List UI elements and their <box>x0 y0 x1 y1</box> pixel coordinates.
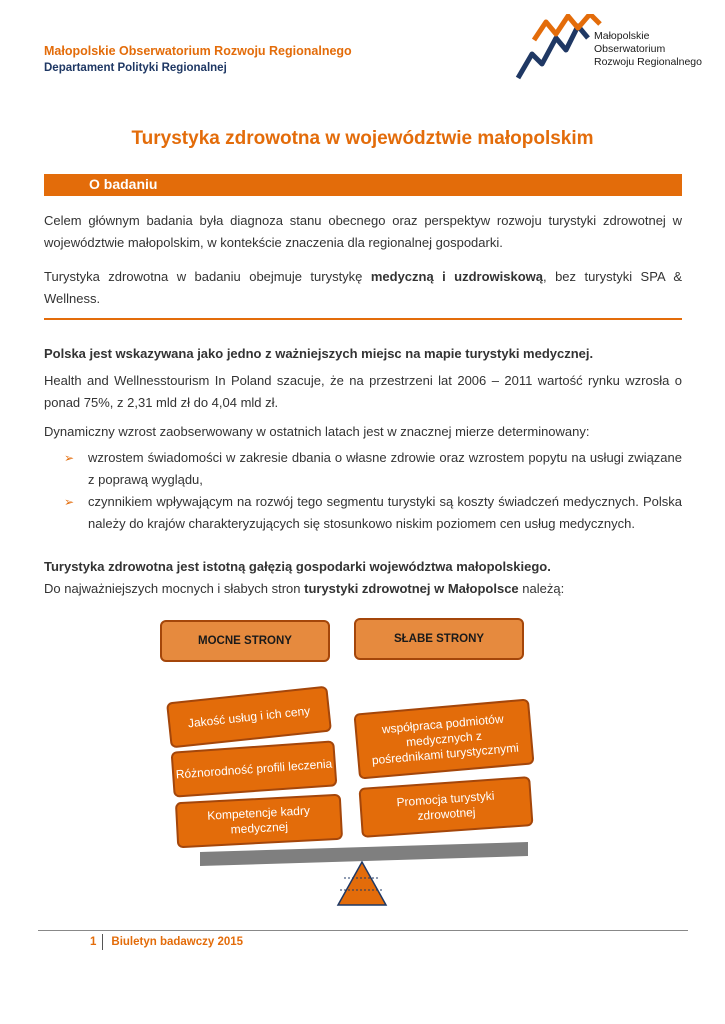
body-p5-bold: turystyki zdrowotnej w Małopolsce <box>304 581 519 596</box>
bullet-text-1: wzrostem świadomości w zakresie dbania o własne zdrowie oraz wzrostem popytu na usługi związane z poprawą wyglądu, <box>88 450 682 487</box>
arrow-bullet-icon: ➢ <box>64 495 75 509</box>
logo-line-1: Małopolskie <box>594 30 650 42</box>
body-heading-1: Polska jest wskazywana jako jedno z ważniejszych miejsc na mapie turystyki medycznej. <box>44 346 594 361</box>
footer-rule <box>38 930 688 931</box>
body-p5-c: należą: <box>518 581 565 596</box>
footer-separator <box>102 934 103 950</box>
weak-header: SŁABE STRONY <box>393 632 485 645</box>
intro-p2-c: , bez turystyki SPA & Wellness. <box>44 269 682 306</box>
logo-line-2: Obserwatorium <box>594 43 666 55</box>
page-title: Turystyka zdrowotna w województwie małopolskim <box>131 128 594 149</box>
intro-p2-a: Turystyka zdrowotna w badaniu obejmuje turystykę <box>44 269 371 284</box>
body-p5-a: Do najważniejszych mocnych i słabych stron <box>44 581 305 596</box>
section-bar <box>44 174 682 196</box>
footer <box>90 934 243 950</box>
section-title: O badaniu <box>89 176 158 192</box>
logo-text <box>594 30 702 69</box>
footer-label: Biuletyn badawczy 2015 <box>111 936 244 949</box>
scale-diagram <box>0 610 725 910</box>
scale-fulcrum-icon <box>0 610 725 910</box>
bullet-list <box>44 447 682 535</box>
arrow-bullet-icon: ➢ <box>64 451 75 465</box>
body-heading-2: Turystyka zdrowotna jest istotną gałęzią gospodarki województwa małopolskiego. <box>44 559 551 574</box>
strong-item-3-text: Kompetencje kadry medycznej <box>206 803 311 837</box>
strong-item-2-text: Różnorodność profili leczenia <box>175 756 333 781</box>
body-paragraph-5 <box>44 578 682 600</box>
bullet-text-2: czynnikiem wpływającym na rozwój tego segmentu turystyki są koszty świadczeń medycznych. Polska należy do krajów charakteryzujących się stosunkowo niskim poziomem cen usług medycznych. <box>88 494 682 531</box>
list-item <box>44 447 682 491</box>
section-divider <box>44 318 682 320</box>
header-org: Małopolskie Obserwatorium Rozwoju Regionalnego <box>44 44 352 58</box>
list-item <box>44 491 682 535</box>
strong-item-1-text: Jakość usług i ich ceny <box>187 703 311 730</box>
body-paragraph-3: Health and Wellnesstourism In Poland szacuje, że na przestrzeni lat 2006 – 2011 wartość rynku wzrosła o ponad 75%, z 2,31 mld zł do 4,04 mld zł. <box>44 373 682 410</box>
strong-header: MOCNE STRONY <box>198 634 292 647</box>
body-paragraph-4: Dynamiczny wzrost zaobserwowany w ostatnich latach jest w znacznej mierze determinowany: <box>44 424 590 439</box>
intro-p2-bold: medyczną i uzdrowiskową <box>370 269 544 284</box>
page-number: 1 <box>90 936 97 949</box>
intro-paragraph-2 <box>44 266 682 310</box>
logo-line-3: Rozwoju Regionalnego <box>594 56 702 68</box>
header-dept: Departament Polityki Regionalnej <box>44 62 227 74</box>
weak-item-2-text: Promocja turystyki zdrowotnej <box>396 788 495 823</box>
intro-paragraph-1: Celem głównym badania była diagnoza stanu obecnego oraz perspektyw rozwoju turystyki zdrowotnej w województwie małopolskim, w kontekście znaczenia dla regionalnej gospodarki. <box>44 213 682 250</box>
weak-item-1-text: współpraca podmiotów medycznych z pośrednikami turystycznymi <box>371 711 520 767</box>
